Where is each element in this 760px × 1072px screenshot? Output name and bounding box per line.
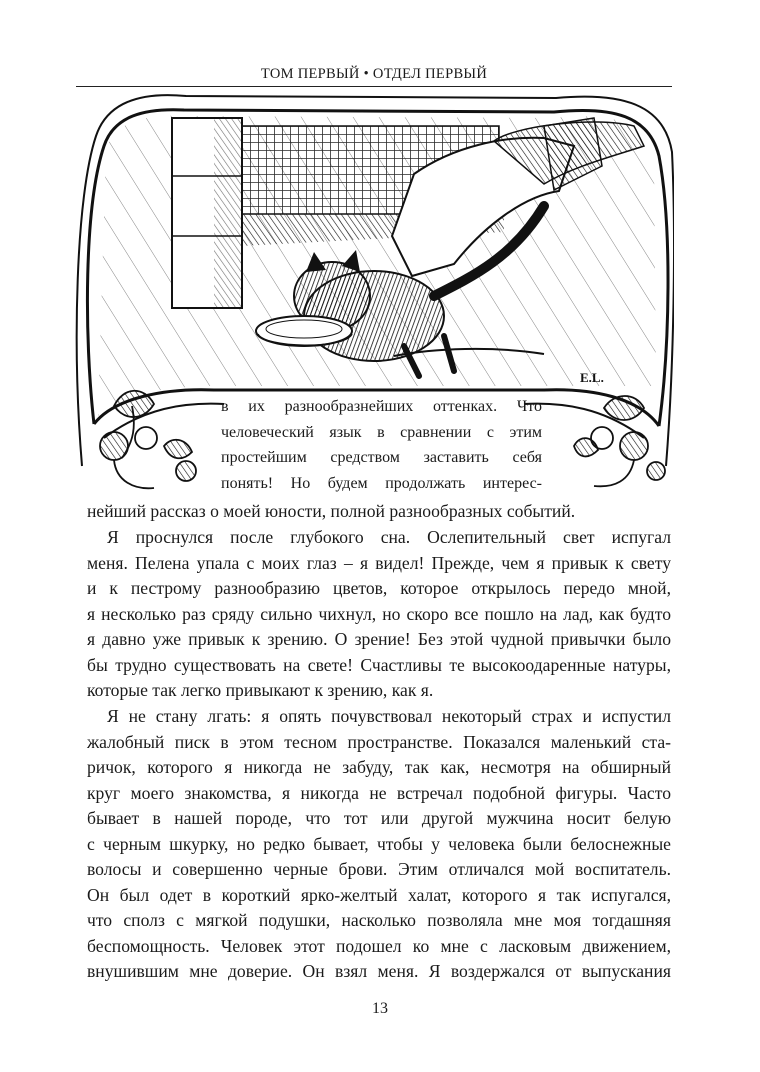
- text-line: круг моего знакомства, я никогда не встречал подобной фигуры. Часто: [87, 782, 671, 803]
- text-line: жалобный писк в этом тесном пространстве. Показался маленький ста-: [87, 731, 671, 752]
- text-line: беспомощность. Человек этот подошел ко мне с ласковым движением,: [87, 935, 671, 956]
- text-line: с черным шкурку, но редко бывает, чтобы у человека были белоснежные: [87, 833, 671, 854]
- paragraph-2: [87, 525, 671, 704]
- paragraph-3: [87, 704, 671, 985]
- text-line: я давно уже привык к зрению. О зрение! Без этой чудной привычки было: [87, 629, 671, 649]
- text-line: бы трудно существовать на свете! Счастливы те высокоодаренные натуры,: [87, 654, 671, 675]
- text-line: бывает в нашей породе, что тот или другой мужчина носит белую: [87, 808, 671, 828]
- text-line: я несколько раз сряду сильно чихнул, но скоро все пошло на лад, как будто: [87, 603, 671, 624]
- running-head: ТОМ ПЕРВЫЙ • ОТДЕЛ ПЕРВЫЙ: [260, 66, 488, 82]
- wrapped-line: в их разнообразнейших оттенках. Что: [221, 398, 542, 415]
- wrapped-line: понять! Но будем продолжать интерес-: [221, 475, 542, 492]
- text-line: меня. Пелена упала с моих глаз – я видел! Прежде, чем я привык к свету: [87, 552, 671, 573]
- text-line: нейший рассказ о моей юности, полной разнообразных событий.: [87, 501, 576, 521]
- text-line: ричок, которого я никогда не забуду, так как, несмотря на обширный: [87, 757, 671, 777]
- artist-signature: E.L.: [580, 370, 604, 385]
- text-line: Он был одет в короткий ярко-желтый халат, которого я так испугался,: [87, 884, 671, 905]
- text-line: Я проснулся после глубокого сна. Ослепительный свет испугал: [107, 527, 671, 547]
- wrapped-line: простейшим средством заставить себя: [221, 449, 542, 466]
- paragraph-1-end: [87, 499, 671, 525]
- text-line: волосы и совершенно черные брови. Этим отличался мой воспитатель.: [87, 859, 671, 879]
- page-number: 13: [372, 1000, 388, 1017]
- text-line: что сполз с мягкой подушки, насколько позволяла мне моя тогдашняя: [87, 910, 671, 930]
- wrapped-line: человеческий язык в сравнении с этим: [221, 424, 542, 441]
- text-line: которые так легко привыкают к зрению, как я.: [87, 680, 434, 700]
- text-line: Я не стану лгать: я опять почувствовал некоторый страх и испустил: [107, 706, 671, 726]
- text-line: и к пестрому разнообразию цветов, которое открылось передо мной,: [87, 578, 671, 598]
- text-line: внушившим мне доверие. Он взял меня. Я воздержался от выпускания: [87, 961, 671, 981]
- scene-drawing: [98, 116, 656, 416]
